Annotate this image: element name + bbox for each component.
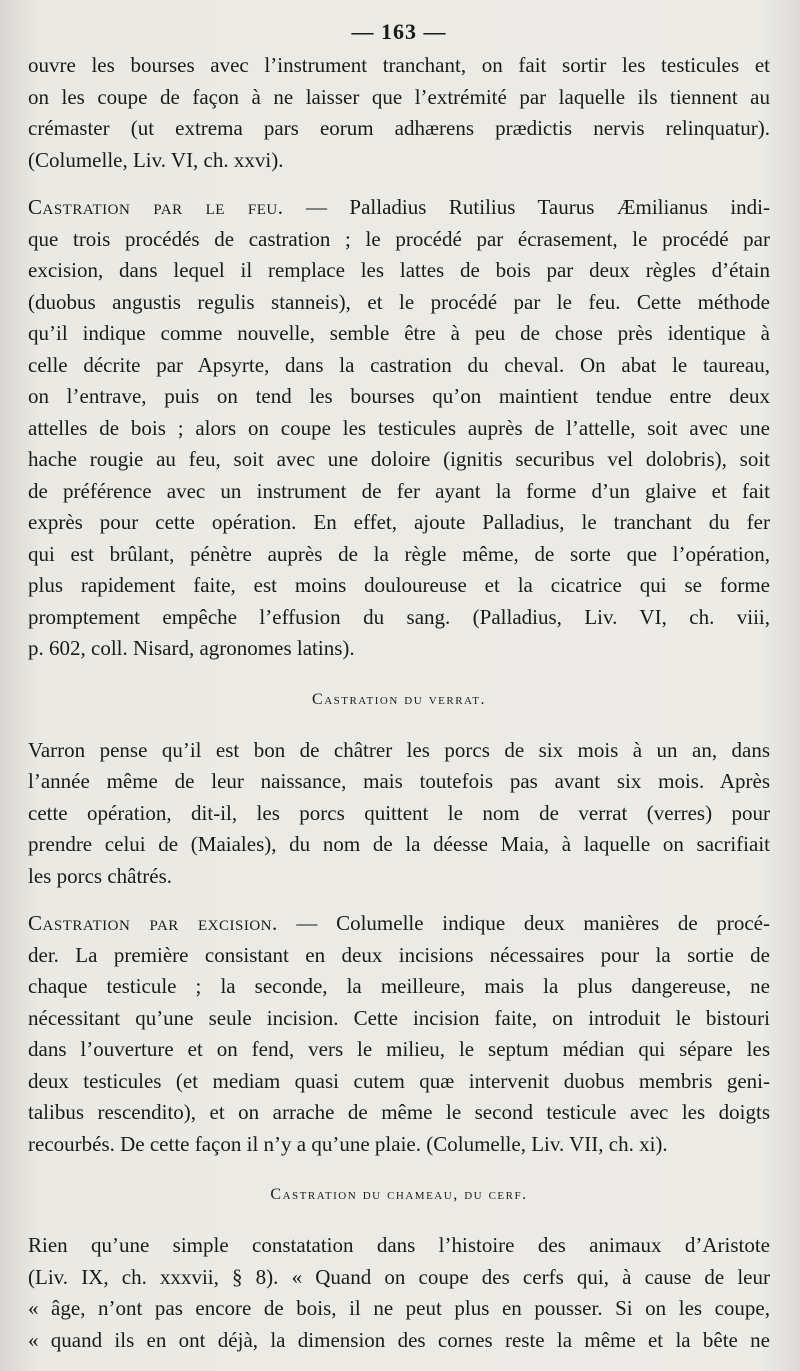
text-line: « âge, n’ont pas encore de bois, il ne peut plus en pousser. Si on les coupe, <box>28 1296 770 1320</box>
text-line: que trois procédés de castration ; le procédé par écrasement, le procédé par <box>28 226 770 251</box>
text-line <box>28 192 770 224</box>
text-line: promptement empêche l’effusion du sang. (Palladius, Liv. VI, ch. viii, <box>28 604 770 629</box>
text-line: de préférence avec un instrument de fer ayant la forme d’un glaive et fait <box>28 478 770 503</box>
text-line: cette opération, dit-il, les porcs quittent le nom de verrat (verres) pour <box>28 800 770 825</box>
text-line: prendre celui de (Maiales), du nom de la déesse Maia, à laquelle on sacrifiait <box>28 832 770 856</box>
text-line: talibus rescendito), et on arrache de même le second testicule avec les doigts <box>28 1100 770 1124</box>
paragraph-castration-feu <box>28 192 770 665</box>
text-line: qui est brûlant, pénètre auprès de la règle même, de sorte que l’opération, <box>28 541 770 566</box>
text-line: on les coupe de façon à ne laisser que l’extrémité par laquelle ils tiennent au <box>28 84 770 109</box>
paragraph-chameau-cerf <box>28 1230 770 1356</box>
section-heading: Castration du verrat. <box>312 690 486 708</box>
text-line: l’année même de leur naissance, mais toutefois pas avant six mois. Après <box>28 769 770 793</box>
section-heading: Castration du chameau, du cerf. <box>270 1186 528 1203</box>
text-line: attelles de bois ; alors on coupe les testicules auprès de l’attelle, soit avec une <box>28 415 770 440</box>
text-line: nécessitant qu’une seule incision. Cette incision faite, on introduit le bistouri <box>28 1005 770 1030</box>
text-line: recourbés. De cette façon il n’y a qu’une plaie. (Columelle, Liv. VII, ch. xi). <box>28 1131 668 1156</box>
paragraph-columelle-end <box>28 50 770 176</box>
text-line: exprès pour cette opération. En effet, ajoute Palladius, le tranchant du fer <box>28 510 770 534</box>
page-number: — 163 — <box>351 19 447 44</box>
text-line: les porcs châtrés. <box>28 863 173 888</box>
text-line: plus rapidement faite, est moins douloureuse et la cicatrice qui se forme <box>28 573 770 597</box>
text-line: excision, dans lequel il remplace les lattes de bois par deux règles d’étain <box>28 258 770 282</box>
text-line: « quand ils en ont déjà, la dimension des cornes reste la même et la bête ne <box>28 1327 770 1352</box>
text-line: (Columelle, Liv. VI, ch. xxvi). <box>28 147 284 172</box>
paragraph-castration-excision <box>28 908 770 1160</box>
section-heading-inline: Castration par excision. <box>28 911 278 935</box>
text-line: on l’entrave, puis on tend les bourses qu’on maintient tendue entre deux <box>28 384 770 408</box>
section-heading-inline: Castration par le feu. <box>28 195 284 219</box>
text-run: — Columelle indique deux manières de procé- <box>277 911 770 935</box>
paragraph-verrat <box>28 735 770 893</box>
text-line: crémaster (ut extrema pars eorum adhærens prædictis nervis relinquatur). <box>28 116 770 140</box>
text-line: (duobus angustis regulis stanneis), et le procédé par le feu. Cette méthode <box>28 289 770 314</box>
text-line <box>28 908 770 940</box>
text-line: qu’il indique comme nouvelle, semble être à peu de chose près identique à <box>28 321 770 345</box>
text-line: celle décrite par Apsyrte, dans la castration du cheval. On abat le taureau, <box>28 352 770 377</box>
text-line: dans l’ouverture et on fend, vers le milieu, le septum médian qui sépare les <box>28 1037 770 1061</box>
text-line: p. 602, coll. Nisard, agronomes latins). <box>28 636 355 660</box>
text-line: der. La première consistant en deux incisions nécessaires pour la sortie de <box>28 942 770 967</box>
text-line: Rien qu’une simple constatation dans l’histoire des animaux d’Aristote <box>28 1233 770 1257</box>
text-line: (Liv. IX, ch. xxxvii, § 8). « Quand on coupe des cerfs qui, à cause de leur <box>28 1264 770 1289</box>
text-line: deux testicules (et mediam quasi cutem quæ intervenit duobus membris geni- <box>28 1068 770 1093</box>
text-line: hache rougie au feu, soit avec une doloire (ignitis securibus vel dolobris), soit <box>28 447 770 471</box>
text-line: Varron pense qu’il est bon de châtrer les porcs de six mois à un an, dans <box>28 737 770 762</box>
text-line: ouvre les bourses avec l’instrument tranchant, on fait sortir les testicules et <box>28 53 770 77</box>
text-run: — Palladius Rutilius Taurus Æmilianus indi- <box>283 195 770 219</box>
text-line: chaque testicule ; la seconde, la meilleure, mais la plus dangereuse, ne <box>28 974 770 998</box>
